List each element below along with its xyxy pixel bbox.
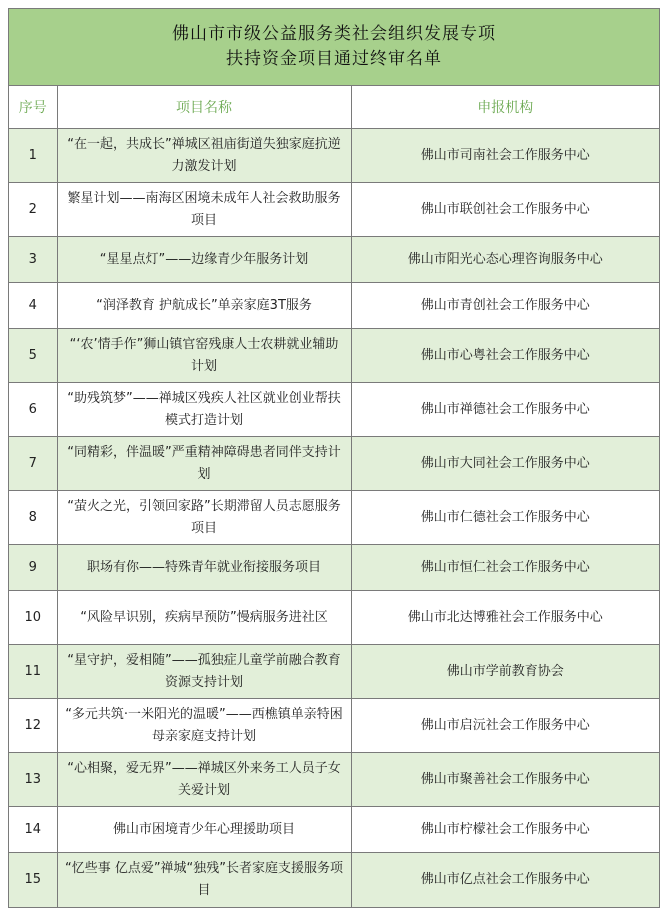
table-row [9, 237, 659, 283]
row-org: 佛山市仁德社会工作服务中心 [351, 491, 659, 545]
row-org: 佛山市联创社会工作服务中心 [351, 183, 659, 237]
header-index: 序号 [9, 86, 57, 129]
row-index: 11 [9, 645, 57, 699]
title-line-2: 扶持资金项目通过终审名单 [226, 49, 442, 69]
row-project: “在一起，共成长”禅城区祖庙街道失独家庭抗逆力激发计划 [57, 129, 351, 183]
title-line-1: 佛山市市级公益服务类社会组织发展专项 [172, 24, 496, 44]
row-org: 佛山市司南社会工作服务中心 [351, 129, 659, 183]
row-org: 佛山市心粤社会工作服务中心 [351, 329, 659, 383]
row-index: 1 [9, 129, 57, 183]
row-project: “多元共筑·一米阳光的温暖”——西樵镇单亲特困母亲家庭支持计划 [57, 699, 351, 753]
table-row [9, 591, 659, 645]
table-row [9, 807, 659, 853]
row-org: 佛山市恒仁社会工作服务中心 [351, 545, 659, 591]
table-frame [8, 8, 660, 908]
row-project: “润泽教育 护航成长”单亲家庭3T服务 [57, 283, 351, 329]
row-index: 5 [9, 329, 57, 383]
row-project: 佛山市困境青少年心理援助项目 [57, 807, 351, 853]
row-org: 佛山市学前教育协会 [351, 645, 659, 699]
table-row [9, 129, 659, 183]
row-org: 佛山市聚善社会工作服务中心 [351, 753, 659, 807]
table-row [9, 383, 659, 437]
row-index: 2 [9, 183, 57, 237]
row-project: “星星点灯”——边缘青少年服务计划 [57, 237, 351, 283]
row-org: 佛山市大同社会工作服务中心 [351, 437, 659, 491]
row-project: “助残筑梦”——禅城区残疾人社区就业创业帮扶模式打造计划 [57, 383, 351, 437]
table-row [9, 545, 659, 591]
row-project: 职场有你——特殊青年就业衔接服务项目 [57, 545, 351, 591]
row-project: 繁星计划——南海区困境未成年人社会救助服务项目 [57, 183, 351, 237]
row-index: 10 [9, 591, 57, 645]
row-org: 佛山市启沅社会工作服务中心 [351, 699, 659, 753]
row-project: “风险早识别，疾病早预防”慢病服务进社区 [57, 591, 351, 645]
row-project: “心相聚，爱无界”——禅城区外来务工人员子女关爱计划 [57, 753, 351, 807]
table-row [9, 699, 659, 753]
row-org: 佛山市禅德社会工作服务中心 [351, 383, 659, 437]
row-index: 9 [9, 545, 57, 591]
table-row [9, 645, 659, 699]
table-title [9, 9, 659, 86]
row-org: 佛山市阳光心态心理咨询服务中心 [351, 237, 659, 283]
table-row [9, 437, 659, 491]
row-index: 3 [9, 237, 57, 283]
row-index: 6 [9, 383, 57, 437]
table-row [9, 491, 659, 545]
row-index: 7 [9, 437, 57, 491]
row-org: 佛山市北达博雅社会工作服务中心 [351, 591, 659, 645]
header-project: 项目名称 [57, 86, 351, 129]
row-index: 4 [9, 283, 57, 329]
row-project: “‘农’情手作”狮山镇官窑残康人士农耕就业辅助计划 [57, 329, 351, 383]
row-org: 佛山市亿点社会工作服务中心 [351, 853, 659, 907]
table-row [9, 853, 659, 907]
table-row [9, 753, 659, 807]
results-table [9, 86, 659, 907]
row-project: “忆些事 亿点爱”禅城“独残”长者家庭支援服务项目 [57, 853, 351, 907]
row-project: “萤火之光，引领回家路”长期滞留人员志愿服务项目 [57, 491, 351, 545]
table-row [9, 183, 659, 237]
header-org: 申报机构 [351, 86, 659, 129]
row-index: 14 [9, 807, 57, 853]
table-row [9, 329, 659, 383]
row-index: 15 [9, 853, 57, 907]
row-index: 12 [9, 699, 57, 753]
row-org: 佛山市柠檬社会工作服务中心 [351, 807, 659, 853]
header-row [9, 86, 659, 129]
table-row [9, 283, 659, 329]
row-project: “星守护，爱相随”——孤独症儿童学前融合教育资源支持计划 [57, 645, 351, 699]
row-index: 13 [9, 753, 57, 807]
row-index: 8 [9, 491, 57, 545]
row-org: 佛山市青创社会工作服务中心 [351, 283, 659, 329]
row-project: “同精彩，伴温暖”严重精神障碍患者同伴支持计划 [57, 437, 351, 491]
